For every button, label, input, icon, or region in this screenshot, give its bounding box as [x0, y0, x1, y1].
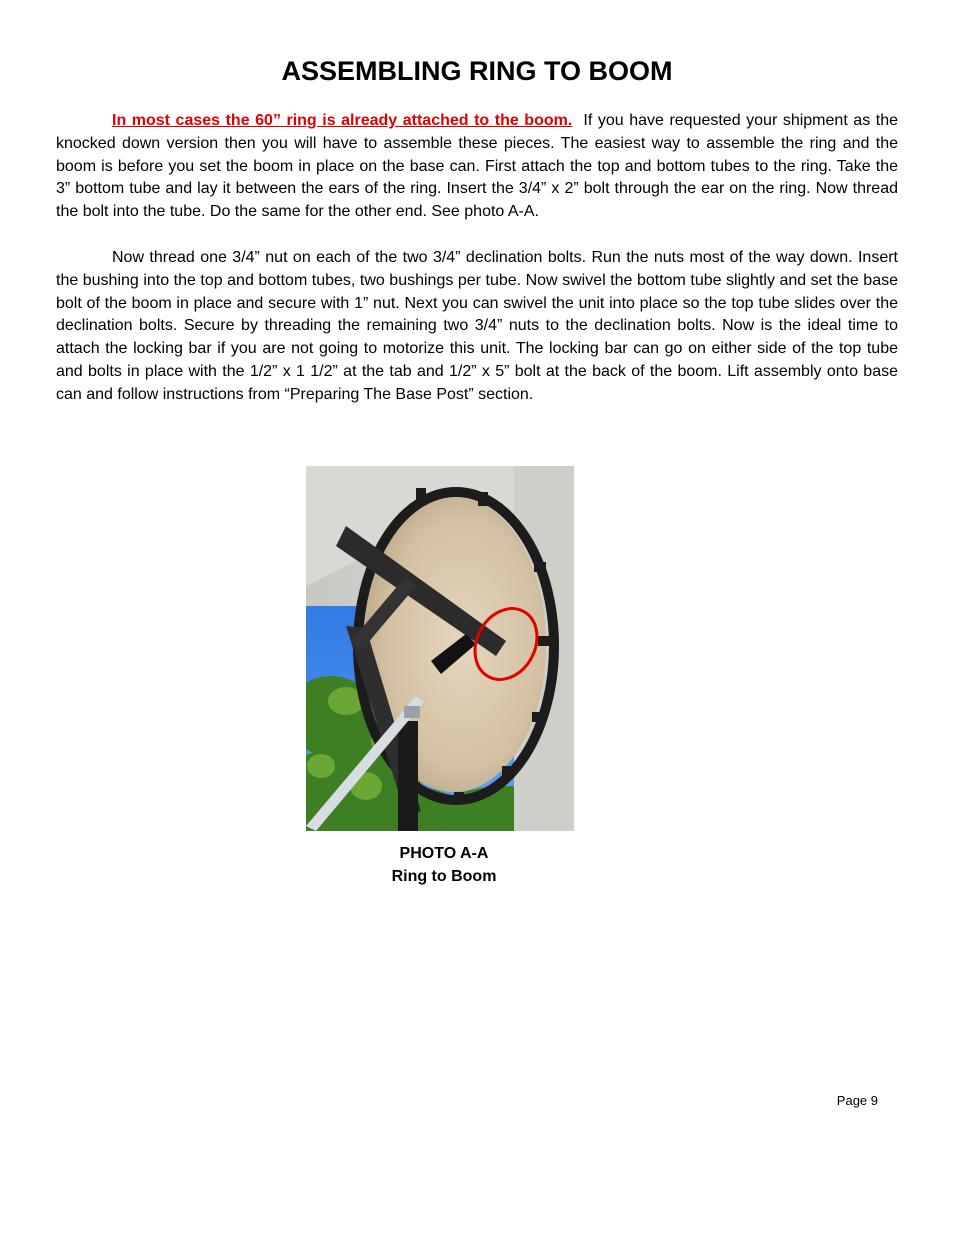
page-title: ASSEMBLING RING TO BOOM — [281, 56, 673, 86]
paragraph-2 — [56, 247, 898, 407]
paragraph-1-text: If you have requested your shipment as the knocked down version then you will have to assemble these pieces. The easiest way to assemble the ring and the boom is before you set the boom in place on the base can. First attach the top and bottom tubes to the ring. Take the 3” bottom tube and lay it between the ears of the ring. Insert the 3/4” x 2” bolt through the ear on the ring. Now thread the bolt into the tube. Do the same for the other end. See photo A-A. — [56, 112, 899, 221]
caption-line-1: PHOTO A-A — [399, 845, 489, 862]
photo-ring-to-boom — [306, 466, 574, 831]
page-number: Page 9 — [836, 1093, 878, 1108]
paragraph-1 — [56, 110, 898, 224]
paragraph-2-text: Now thread one 3/4” nut on each of the two 3/4” declination bolts. Run the nuts most of the way down. Insert the bushing into the top and bottom tubes, two bushings per tube. Now swivel the bottom tube slightly and set the base bolt of the boom in place and secure with 1” nut. Next you can swivel the unit into place so the top tube slides over the declination bolts. Secure by threading the remaining two 3/4” nuts to the declination bolts. Now is the ideal time to attach the locking bar if you are not going to motorize this unit. The locking bar can go on either side of the top tube and bolts in place with the 1/2” x 1 1/2” at the tab and 1/2” x 5” bolt at the back of the boom. Lift assembly onto base can and follow instructions from “Preparing The Base Post” section. — [56, 249, 898, 403]
highlighted-note: In most cases the 60” ring is already attached to the boom. — [112, 112, 573, 129]
caption-line-2: Ring to Boom — [391, 868, 497, 885]
photo-caption — [306, 842, 582, 888]
